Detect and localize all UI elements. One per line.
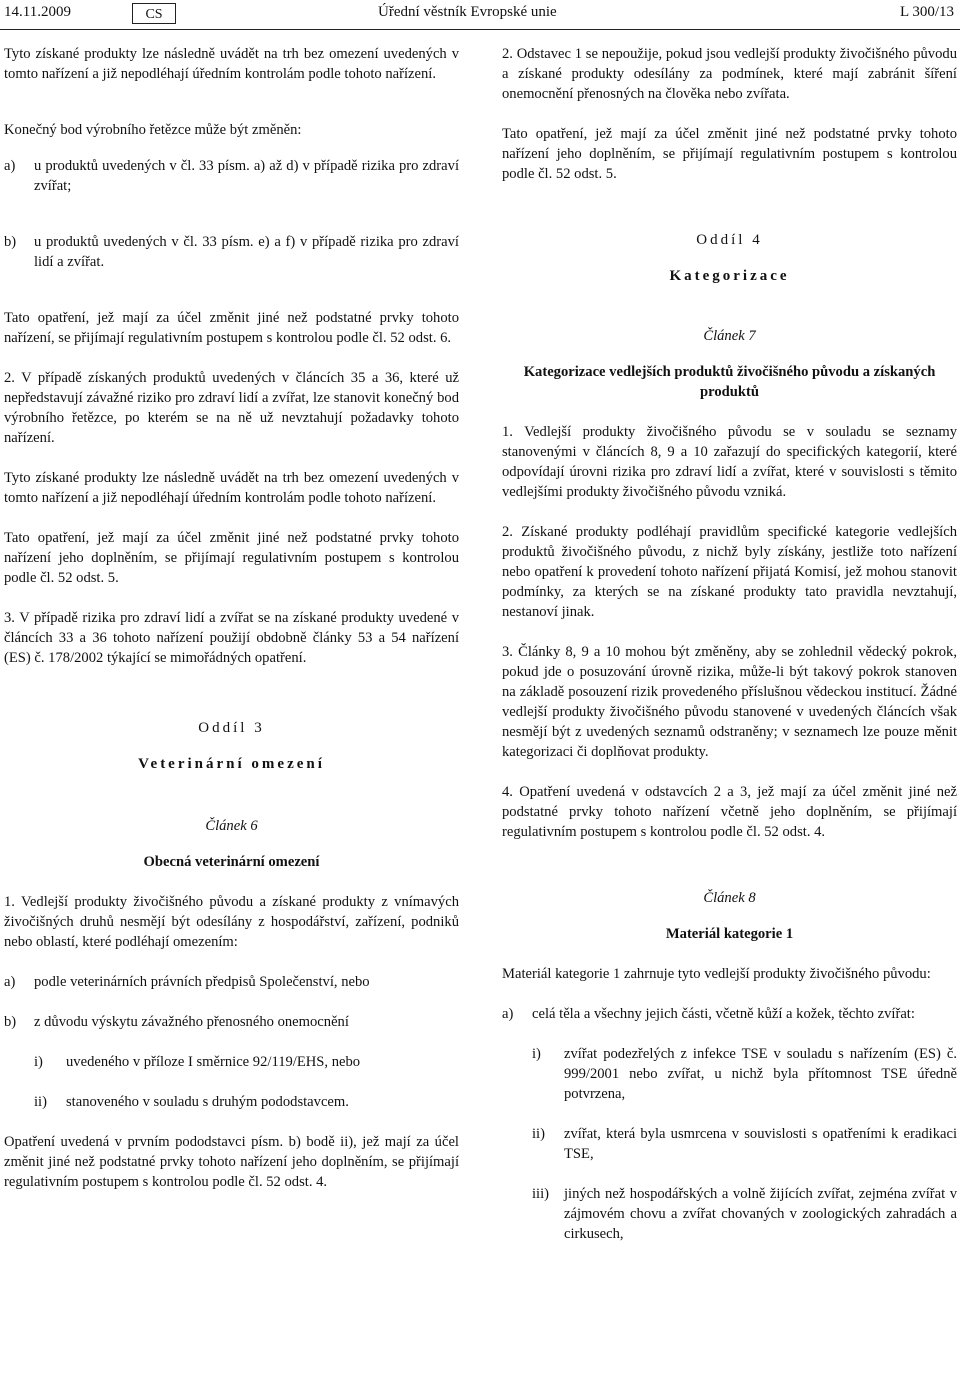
article-title: Obecná veterinární omezení — [143, 854, 320, 870]
sub-item — [4, 1092, 459, 1112]
item-label: a) — [4, 974, 16, 990]
item-text: z důvodu výskytu závažného přenosného onemocnění — [34, 1014, 349, 1030]
item-label: b) — [4, 234, 17, 250]
page-header — [0, 0, 960, 32]
list-item — [4, 1012, 459, 1032]
article-title: Materiál kategorie 1 — [665, 926, 794, 942]
sub-item — [4, 1052, 459, 1072]
item-text: podle veterinárních právních předpisů Společenství, nebo — [34, 974, 370, 990]
journal-title: Úřední věstník Evropské unie — [378, 4, 557, 20]
item-label: ii) — [34, 1094, 47, 1110]
item-label: ii) — [532, 1126, 545, 1142]
paragraph: 2. Získané produkty podléhají pravidlům specifické kategorie vedlejších produktů živočišného původu, z nichž byly získány, jestliže toto nařízení nebo opatření k provedení tohoto nařízení přijatá Komisí, jež mohou stanovit podmínky, za kterých se na získané produkty tato pravidla nevztahují, nestanoví jinak. — [502, 524, 957, 620]
paragraph: 3. V případě rizika pro zdraví lidí a zvířat se na získané produkty uvedené v článcích 33 a 36 tohoto nařízení použijí obdobně články 53 a 54 nařízení (ES) č. 178/2002 týkající se mimořádných opatření. — [4, 610, 459, 666]
language-badge: CS — [132, 3, 176, 24]
item-text: celá těla a všechny jejich části, včetně kůží a kožek, těchto zvířat: — [532, 1006, 915, 1022]
item-label: a) — [502, 1006, 514, 1022]
paragraph: 2. V případě získaných produktů uvedených v článcích 35 a 36, které už nepředstavují závažné riziko pro zdraví lidí a zvířat, lze stanovit konečný bod výrobního řetězce, po kterém se na ně už nevztahují požadavky tohoto nařízení. — [4, 370, 459, 446]
paragraph: Konečný bod výrobního řetězce může být změněn: — [4, 122, 302, 138]
paragraph: Tyto získané produkty lze následně uvádět na trh bez omezení uvedených v tomto nařízení a již nepodléhají úředním kontrolám podle tohoto nařízení. — [4, 46, 459, 82]
section-number: Oddíl 3 — [198, 720, 265, 736]
header-rule — [0, 29, 960, 30]
paragraph: 1. Vedlejší produkty živočišného původu se v souladu se seznamy stanovenými v článcích 8, 9 a 10 zařazují do specifických kategorií, které odpovídají úrovni rizika pro zdraví lidí a zvířat, které v souvislosti s těmito vedlejšími produkty živočišného původu vzniká. — [502, 424, 957, 500]
item-text: zvířat, která byla usmrcena v souvislosti s opatřeními k eradikaci TSE, — [564, 1126, 957, 1162]
paragraph: Tyto získané produkty lze následně uvádět na trh bez omezení uvedených v tomto nařízení a již nepodléhají úředním kontrolám podle tohoto nařízení. — [4, 470, 459, 506]
list-item — [4, 232, 459, 272]
item-label: i) — [34, 1054, 43, 1070]
paragraph: Tato opatření, jež mají za účel změnit jiné než podstatné prvky tohoto nařízení jeho doplněním, se přijímají regulativním postupem s kontrolou podle čl. 52 odst. 5. — [4, 530, 459, 586]
item-text: uvedeného v příloze I směrnice 92/119/EHS, nebo — [66, 1054, 361, 1070]
sub-item — [502, 1124, 957, 1164]
list-item — [4, 156, 459, 196]
article-number: Článek 8 — [703, 890, 756, 906]
item-label: b) — [4, 1014, 17, 1030]
item-text: u produktů uvedených v čl. 33 písm. e) a f) v případě rizika pro zdraví lidí a zvířat. — [34, 234, 459, 270]
right-column — [502, 44, 957, 1244]
page-number: L 300/13 — [899, 4, 954, 20]
section-title: Kategorizace — [669, 268, 790, 284]
paragraph: Tato opatření, jež mají za účel změnit jiné než podstatné prvky tohoto nařízení, se přijímají regulativním postupem s kontrolou podle čl. 52 odst. 6. — [4, 310, 459, 346]
paragraph: Tato opatření, jež mají za účel změnit jiné než podstatné prvky tohoto nařízení jeho doplněním, se přijímají regulativním postupem s kontrolou podle čl. 52 odst. 5. — [502, 126, 957, 182]
article-number: Článek 7 — [703, 328, 756, 344]
item-text: jiných než hospodářských a volně žijících zvířat, zejména zvířat v zájmovém chovu a zvířat chovaných v zoologických zahradách a cirkusech, — [564, 1186, 957, 1242]
list-item — [4, 972, 459, 992]
paragraph: 3. Články 8, 9 a 10 mohou být změněny, aby se zohlednil vědecký pokrok, pokud jde o posuzování úrovně rizika, může-li být takový pokrok stanoven na základě posouzení rizik provedeného příslušnou vědeckou institucí. Žádné vedlejší produkty živočišného původu stanovené v uvedených článcích však nesmějí být z uvedených seznamů odstraněny; v seznamech lze pouze měnit kategorizaci či doplňovat produkty. — [502, 644, 957, 760]
paragraph: 1. Vedlejší produkty živočišného původu a získané produkty z vnímavých živočišných druhů nesmějí být odesílány z hospodářství, zařízení, podniků nebo oblastí, které podléhají omezením: — [4, 894, 459, 950]
article-number: Článek 6 — [205, 818, 258, 834]
item-text: u produktů uvedených v čl. 33 písm. a) až d) v případě rizika pro zdraví zvířat; — [34, 158, 459, 194]
paragraph: Materiál kategorie 1 zahrnuje tyto vedlejší produkty živočišného původu: — [502, 966, 931, 982]
item-label: iii) — [532, 1186, 550, 1202]
section-number: Oddíl 4 — [696, 232, 763, 248]
paragraph: 4. Opatření uvedená v odstavcích 2 a 3, jež mají za účel změnit jiné než podstatné prvky tohoto nařízení včetně jeho doplněním, se přijímají regulativním postupem s kontrolou podle čl. 52 odst. 4. — [502, 784, 957, 840]
left-column — [4, 44, 459, 1192]
item-label: i) — [532, 1046, 541, 1062]
section-title: Veterinární omezení — [138, 756, 325, 772]
list-item — [502, 1004, 957, 1024]
item-label: a) — [4, 158, 16, 174]
article-title: Kategorizace vedlejších produktů živočišného původu a získaných produktů — [523, 364, 936, 400]
sub-item — [502, 1044, 957, 1104]
item-text: stanoveného v souladu s druhým pododstavcem. — [66, 1094, 349, 1110]
paragraph: 2. Odstavec 1 se nepoužije, pokud jsou vedlejší produkty živočišného původu a získané produkty odesílány za podmínek, které mají zabránit šíření onemocnění přenosných na člověka nebo zvířata. — [502, 46, 957, 102]
paragraph: Opatření uvedená v prvním pododstavci písm. b) bodě ii), jež mají za účel změnit jiné než podstatné prvky tohoto nařízení jeho doplněním, se přijímají regulativním postupem s kontrolou podle čl. 52 odst. 4. — [4, 1134, 459, 1190]
item-text: zvířat podezřelých z infekce TSE v souladu s nařízením (ES) č. 999/2001 nebo zvířat, u nichž byla přítomnost TSE úředně potvrzena, — [564, 1046, 957, 1102]
sub-item — [502, 1184, 957, 1244]
header-date: 14.11.2009 — [4, 4, 71, 20]
